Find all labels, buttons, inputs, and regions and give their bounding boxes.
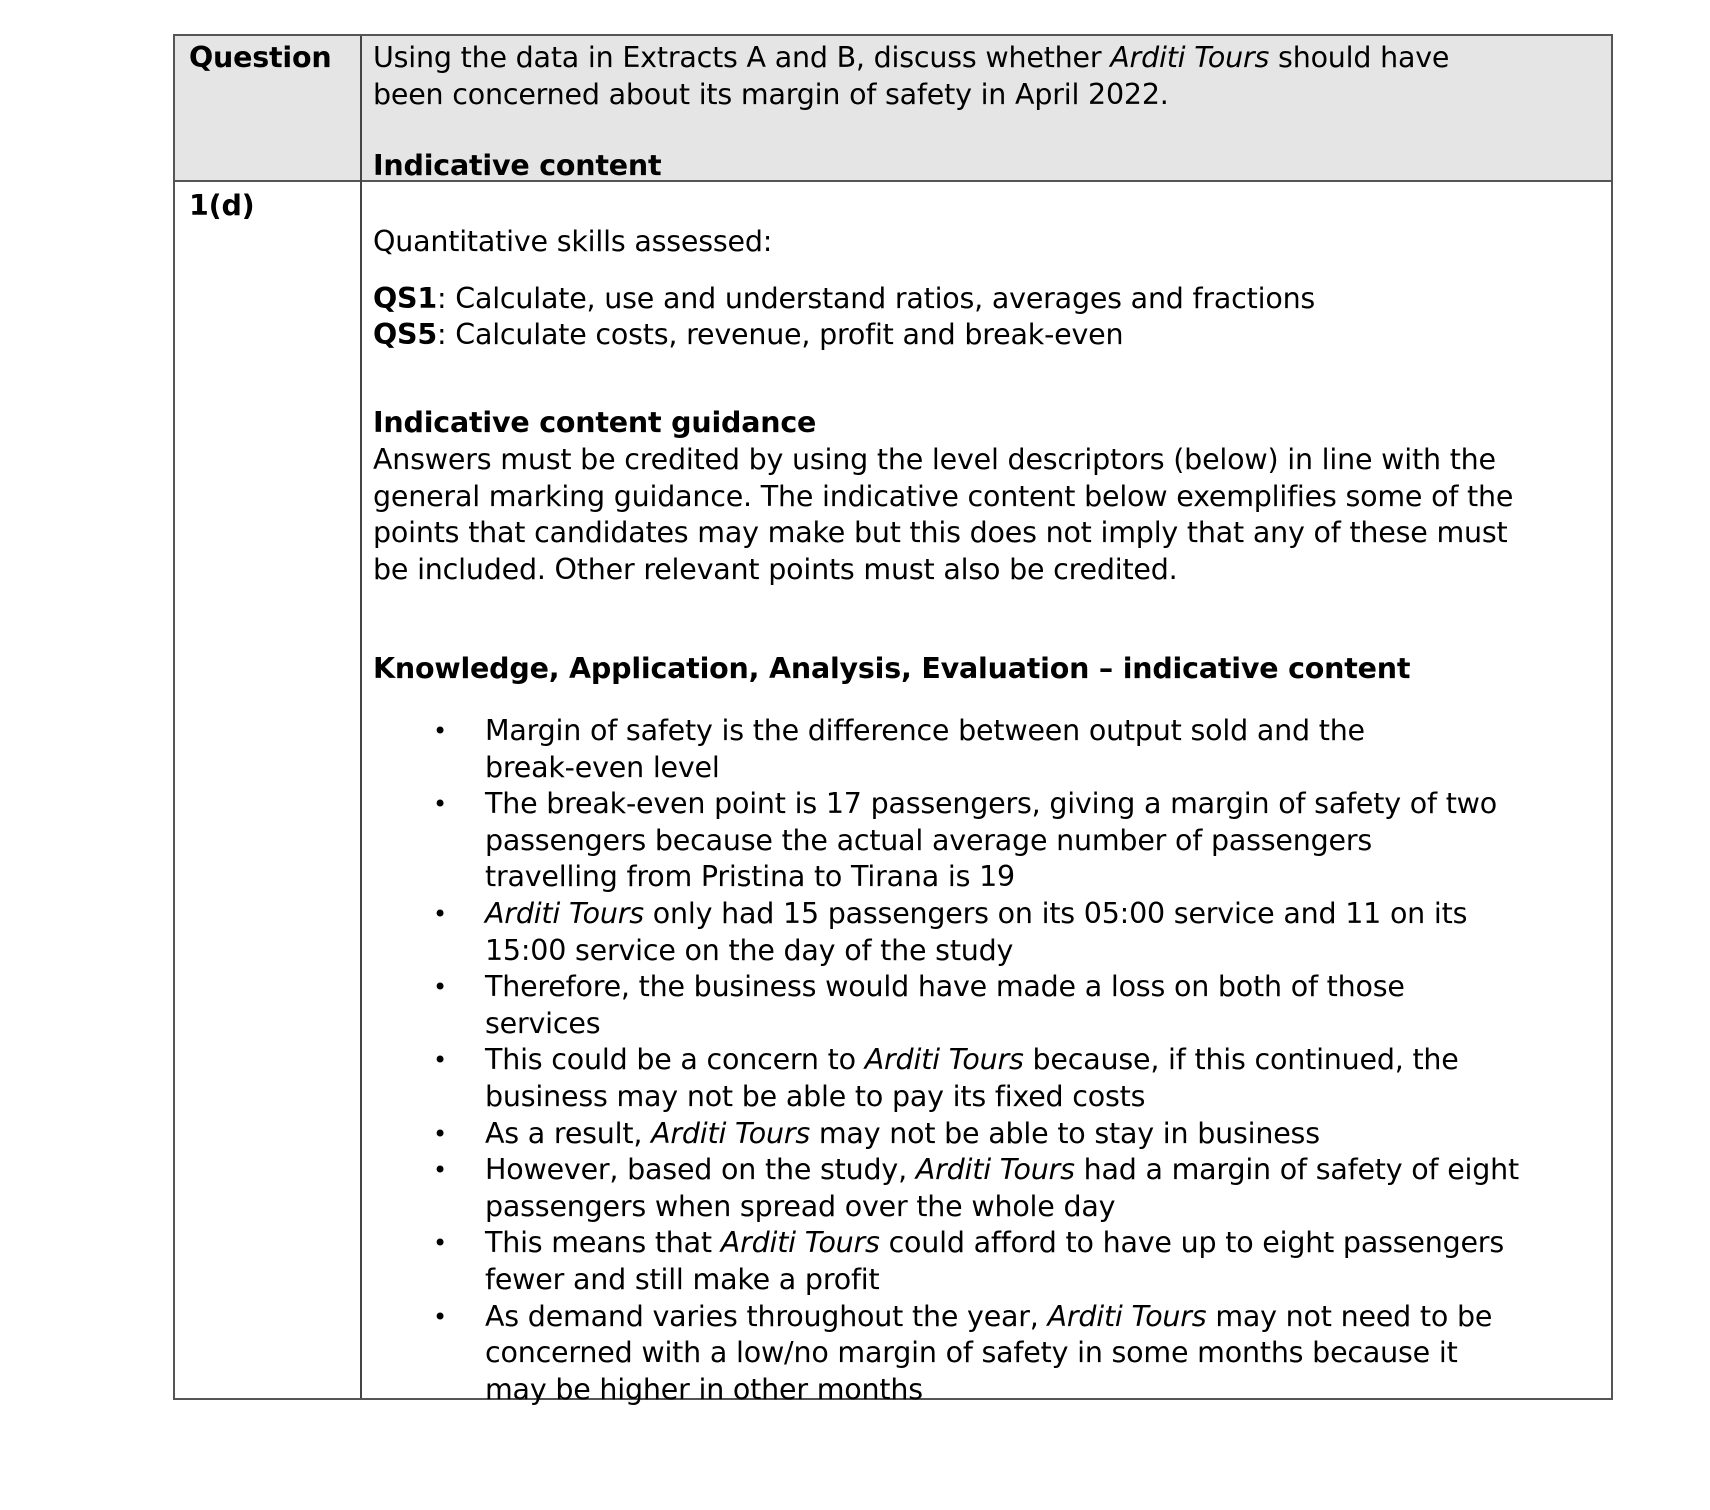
business-name: Arditi Tours: [1110, 41, 1270, 74]
text-line: [485, 969, 1405, 1006]
text-run: concerned with a low/no margin of safety in some months because it: [485, 1336, 1458, 1370]
bullet-icon: •: [433, 900, 448, 928]
bullet-icon: •: [433, 1119, 448, 1148]
guidance-paragraph: [373, 442, 1513, 588]
text-run: may not be able to stay in business: [810, 1116, 1320, 1150]
text-line: [485, 1189, 1519, 1226]
text-run: could afford to have up to eight passengers: [879, 1226, 1504, 1260]
text-run: points that candidates may make but this does not imply that any of these must: [373, 516, 1508, 550]
indicative-content-heading: Indicative content: [373, 149, 662, 182]
text-run: may be higher in other months: [485, 1372, 923, 1406]
text-line: [485, 1152, 1519, 1189]
text-run: 15:00 service on the day of the study: [485, 933, 1014, 967]
business-name: Arditi Tours: [915, 1153, 1075, 1187]
text-run: only had 15 passengers on its 05:00 service and 11 on its: [643, 897, 1468, 930]
text-line: [485, 896, 1467, 933]
text-run: been concerned about its margin of safety in April 2022.: [373, 77, 1169, 111]
text-run: business may not be able to pay its fixed costs: [485, 1079, 1146, 1113]
text-line: [373, 442, 1513, 479]
text-run: The break-even point is 17 passengers, giving a margin of safety of two: [485, 787, 1498, 821]
text-line: [485, 1225, 1504, 1262]
bullet-item: [485, 1225, 1504, 1298]
text-line: [485, 933, 1467, 970]
text-run: As a result,: [485, 1116, 652, 1150]
text-run: services: [485, 1006, 601, 1040]
text-line: [485, 750, 1365, 787]
bullet-item: [485, 1152, 1519, 1225]
bullet-item: [485, 1299, 1492, 1409]
text-line: [485, 1372, 1492, 1409]
text-line: [373, 479, 1513, 516]
qs-code: QS5: [373, 318, 437, 351]
text-run: be included. Other relevant points must also be credited.: [373, 552, 1178, 586]
text-line: [485, 1299, 1492, 1336]
bullet-icon: •: [433, 1302, 448, 1331]
question-text: [373, 40, 1449, 113]
business-name: Arditi Tours: [651, 1116, 811, 1150]
bullet-icon: •: [433, 1046, 448, 1075]
text-run: travelling from Pristina to Tirana is 19: [485, 860, 1015, 894]
text-line: [485, 713, 1365, 750]
column-divider: [360, 36, 362, 1398]
text-line: [373, 515, 1513, 552]
text-run: fewer and still make a profit: [485, 1262, 880, 1296]
text-line: [485, 859, 1497, 896]
text-line: [373, 552, 1513, 589]
bullet-item: [485, 713, 1365, 786]
text-line: [485, 823, 1497, 860]
bullet-item: [485, 786, 1497, 896]
bullet-item: [485, 896, 1467, 969]
text-run: This means that: [485, 1226, 721, 1260]
qs-text: : Calculate costs, revenue, profit and break-even: [436, 318, 1124, 351]
bullet-icon: •: [433, 1156, 448, 1185]
text-run: passengers when spread over the whole day: [485, 1189, 1116, 1223]
business-name: Arditi Tours: [864, 1043, 1024, 1077]
text-line: [373, 77, 1449, 114]
question-number: 1(d): [189, 189, 255, 222]
text-run: should have: [1269, 41, 1450, 74]
bullet-icon: •: [433, 1229, 448, 1258]
qs-text: : Calculate, use and understand ratios, averages and fractions: [436, 282, 1316, 315]
bullet-icon: •: [433, 790, 448, 819]
text-run: As demand varies throughout the year,: [485, 1299, 1048, 1333]
text-run: This could be a concern to: [485, 1043, 865, 1077]
text-line: [485, 1006, 1405, 1043]
bullet-icon: •: [433, 717, 448, 745]
text-run: Margin of safety is the difference between output sold and the: [485, 714, 1365, 747]
bullet-item: [485, 1042, 1459, 1115]
mark-scheme-table: [173, 34, 1613, 1406]
text-run: Therefore, the business would have made a loss on both of those: [485, 970, 1405, 1004]
bullet-item: [485, 969, 1405, 1042]
text-run: Using the data in Extracts A and B, discuss whether: [373, 41, 1111, 74]
business-name: Arditi Tours: [720, 1226, 880, 1260]
text-run: general marking guidance. The indicative content below exemplifies some of the: [373, 479, 1514, 513]
text-line: [485, 1335, 1492, 1372]
qs-item-2: [373, 317, 1123, 354]
text-run: break-even level: [485, 750, 720, 784]
text-run: may not need to be: [1206, 1299, 1493, 1333]
text-run: had a margin of safety of eight: [1074, 1153, 1519, 1187]
text-line: [485, 1079, 1459, 1116]
text-line: [373, 40, 1449, 77]
text-run: However, based on the study,: [485, 1153, 916, 1187]
text-line: [485, 786, 1497, 823]
guidance-heading: Indicative content guidance: [373, 406, 817, 439]
kaae-heading: Knowledge, Application, Analysis, Evaluation – indicative content: [373, 652, 1411, 685]
bullet-item: [485, 1116, 1320, 1153]
question-label: Question: [189, 41, 332, 74]
text-line: [485, 1116, 1320, 1153]
business-name: Arditi Tours: [1047, 1299, 1207, 1333]
qs-item-1: [373, 281, 1315, 318]
text-line: [485, 1042, 1459, 1079]
text-run: because, if this continued, the: [1023, 1043, 1459, 1077]
business-name: Arditi Tours: [485, 897, 644, 930]
qs-intro: Quantitative skills assessed:: [373, 225, 773, 258]
text-run: passengers because the actual average number of passengers: [485, 823, 1372, 857]
qs-code: QS1: [373, 282, 437, 315]
text-run: Answers must be credited by using the level descriptors (below) in line with the: [373, 443, 1496, 476]
bullet-icon: •: [433, 973, 448, 1002]
text-line: [485, 1262, 1504, 1299]
